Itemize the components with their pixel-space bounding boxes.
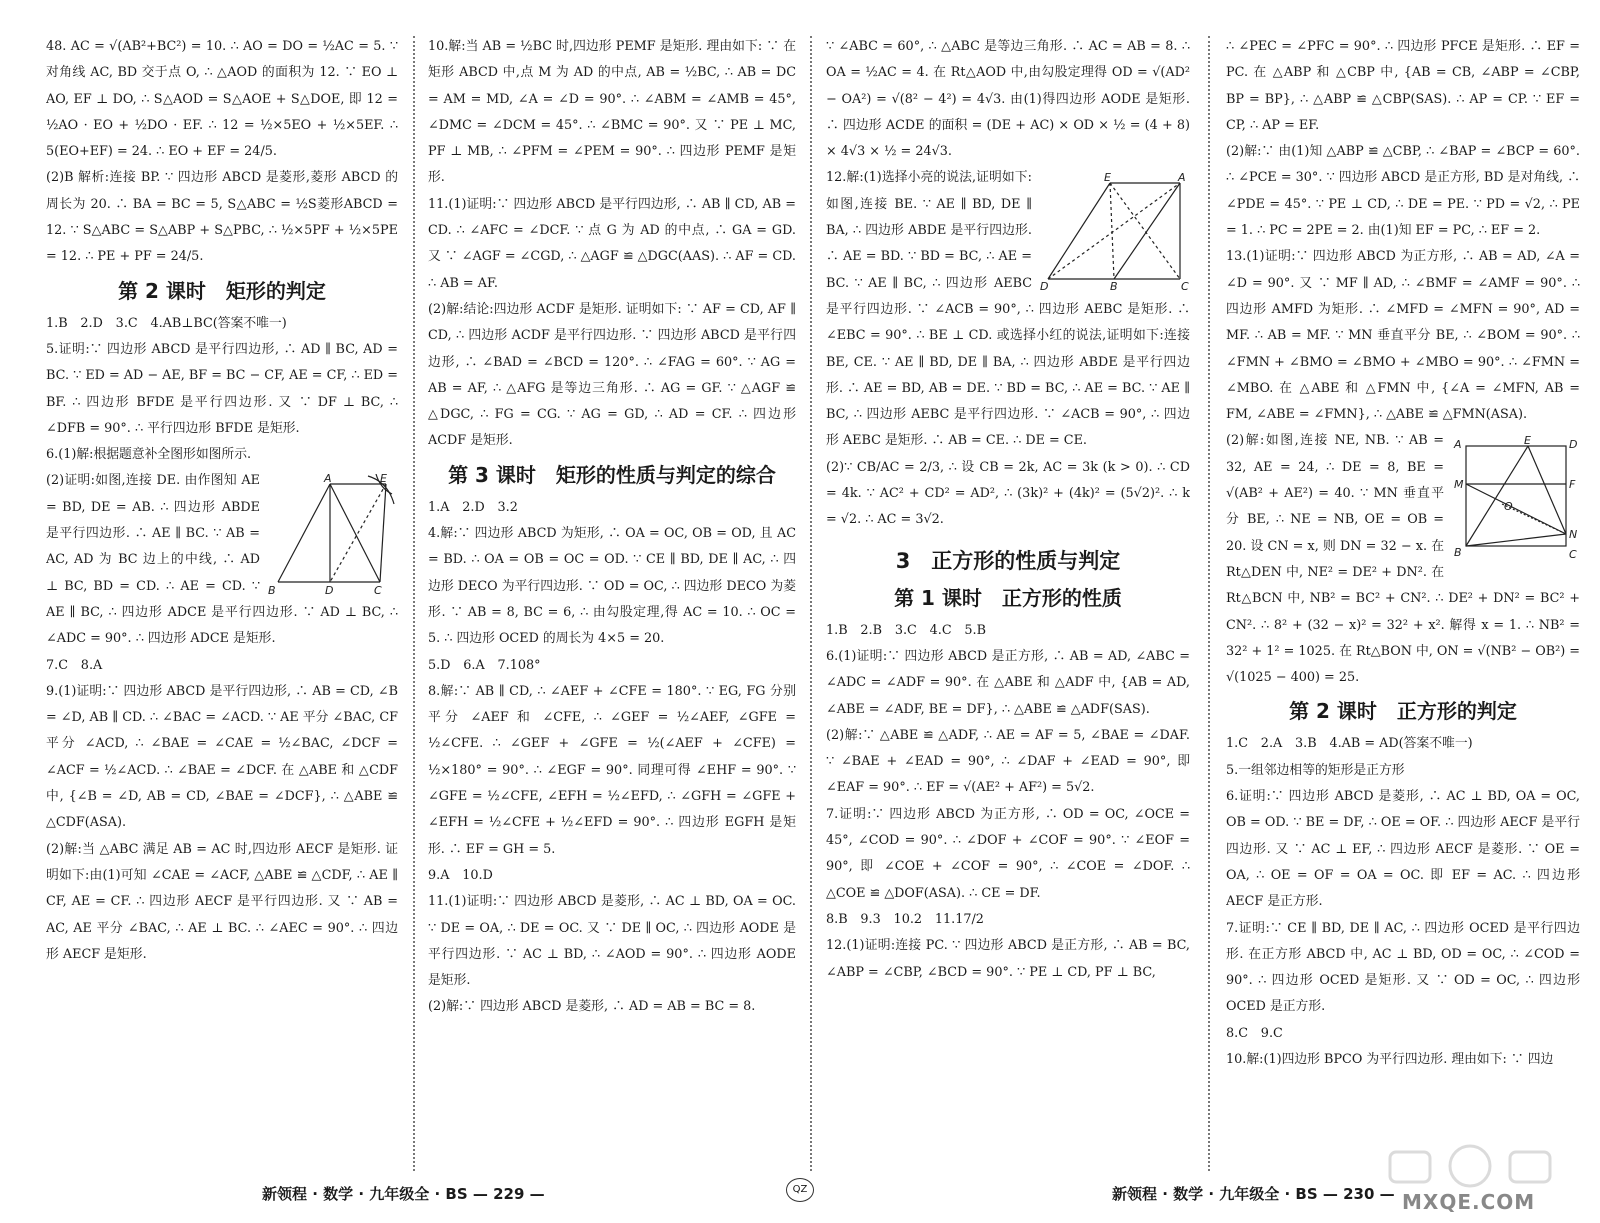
label-e: E	[1104, 171, 1111, 185]
answer-6-part2: (2)解:∵ △ABE ≌ △ADF, ∴ AE = AF = 5, ∠BAE = ∠DAF. ∵ ∠BAE + ∠EAD = 90°, ∴ ∠DAF + ∠EAD = 90°, 即 ∠EAF = 90°. ∴ EF = √(AE² + AF²) = 5√2.	[826, 727, 1190, 796]
answer-10-start: 10.解:(1)四边形 BPCO 为平行四边形. 理由如下: ∵ 四边	[1226, 1051, 1554, 1067]
square-abcd	[1466, 446, 1566, 546]
label-d: D	[1040, 280, 1049, 292]
footer-left: 新领程 · 数学 · 九年级全 · BS — 229 —	[262, 1185, 545, 1203]
answer-5: 5.一组邻边相等的矩形是正方形	[1226, 762, 1405, 778]
answer-12-part2: (2)解:∵ 由(1)知 △ABP ≌ △CBP, ∴ ∠BAP = ∠BCP = 60°. ∴ ∠PCE = 30°. ∵ 四边形 ABCD 是正方形, BD 是对角线, ∴ ∠PDE = 45°. ∵ PE ⊥ CD, ∴ DE = PE. ∵ PD = √2, ∴ PE = 1. ∴ PC = 2PE = 2. 由(1)知 EF = PC, ∴ EF = 2.	[1226, 144, 1580, 239]
answer-8-11: 8.B 9.3 10.2 11.17/2	[826, 911, 984, 927]
answer-11-part1: 11.(1)证明:∵ 四边形 ABCD 是平行四边形, ∴ AB ∥ CD, AB = CD. ∴ ∠AFC = ∠DCF. ∵ 点 G 为 AD 的中点, ∴ GA = GD. 又 ∵ ∠AGF = ∠CGD, ∴ △AGF ≌ △DGC(AAS). ∴ AF = CD. ∴ AB = AF.	[428, 196, 796, 291]
segment-ab	[278, 484, 330, 582]
section-heading-square: 3 正方形的性质与判定	[895, 548, 1121, 573]
label-c: C	[1569, 548, 1577, 562]
label-d: D	[325, 584, 334, 595]
segment-ba	[1114, 183, 1180, 279]
segment-bn	[1466, 534, 1566, 546]
watermark-text: MXQE.COM	[1402, 1190, 1536, 1214]
answer-12-start: 12.(1)证明:连接 PC. ∵ 四边形 ABCD 是正方形, ∴ AB = BC, ∠ABP = ∠CBP, ∠BCD = 90°. ∵ PE ⊥ CD, PF ⊥ BC,	[826, 938, 1190, 980]
footer-right: 新领程 · 数学 · 九年级全 · BS — 230 —	[1112, 1185, 1395, 1203]
segment-de	[1048, 183, 1110, 279]
label-e: E	[1524, 434, 1531, 448]
lesson-heading-square-judgement: 第 2 课时 正方形的判定	[1289, 699, 1517, 724]
figure-parallelogram-abde	[1040, 171, 1190, 291]
answer-10: 10.解:当 AB = ½BC 时,四边形 PEMF 是矩形. 理由如下: ∵ 在矩形 ABCD 中,点 M 为 AD 的中点, AB = ½BC, ∴ AB = DC = AM = MD, ∠A = ∠D = 90°. ∴ ∠ABM = ∠AMB = 45°, ∠DMC = ∠DCM = 45°. ∴ ∠BMC = 90°. 又 ∵ PE ⊥ MC, PF ⊥ MB, ∴ ∠PFM = ∠PEM = 90°. ∴ 四边形 PEMF 是矩形.	[428, 39, 796, 186]
column-4	[1226, 34, 1580, 1164]
answer-4: 4.解:∵ 四边形 ABCD 为矩形, ∴ OA = OC, OB = OD, 且 AC = BD. ∴ OA = OB = OC = OD. ∵ CE ∥ BD, DE ∥ AC, ∴ 四边形 DECO 为平行四边形. ∵ OD = OC, ∴ 四边形 DECO 为菱形. ∵ AB = 8, BC = 6, ∴ 由勾股定理,得 AC = 10. ∴ OC = 5. ∴ 四边形 OCED 的周长为 4×5 = 20.	[428, 526, 796, 647]
answer-13-part1: 13.(1)证明:∵ 四边形 ABCD 为正方形, ∴ AB = AD, ∠A = ∠D = 90°. 又 ∵ MF ∥ AD, ∴ ∠BMF = ∠AMF = 90°. ∴ 四边形 AMFD 为矩形. ∴ ∠MFD = ∠MFN = 90°, AD = MF. ∴ AB = MF. ∵ MN 垂直平分 BE, ∴ ∠BOM = 90°. ∴ ∠FMN + ∠BMO = ∠BMO + ∠MBO = 90°. ∴ ∠FMN = ∠MBO. 在 △ABE 和 △FMN 中, {∠A = ∠MFN, AB = FM, ∠ABE = ∠FMN}, ∴ △ABE ≌ △FMN(ASA).	[1226, 249, 1580, 423]
segment-ac	[330, 484, 380, 582]
answer-1-4: 1.C 2.A 3.B 4.AB = AD(答案不唯一)	[1226, 736, 1473, 752]
center-mark: QZ	[786, 1178, 814, 1202]
answer-8: 8.解:∵ AB ∥ CD, ∴ ∠AEF + ∠CFE = 180°. ∵ EG, FG 分别平分 ∠AEF 和 ∠CFE, ∴ ∠GEF = ½∠AEF, ∠GFE = ½∠CFE. ∴ ∠GEF + ∠GFE = ½(∠AEF + ∠CFE) = ½×180° = 90°. ∴ ∠EGF = 90°. 同理可得 ∠EHF = 90°. ∵ ∠GFE = ½∠CFE, ∠EFH = ½∠EFD, ∴ ∠GFH = ∠GFE + ∠EFH = ½∠CFE + ½∠EFD = 90°. ∴ 四边形 EGFH 是矩形. ∴ EF = GH = 5.	[428, 683, 796, 857]
answer-11b-continued: ∵ ∠ABC = 60°, ∴ △ABC 是等边三角形. ∴ AC = AB = 8. ∴ OA = ½AC = 4. 在 Rt△AOD 中,由勾股定理得 OD = √(AD² − OA²) = √(8² − 4²) = 4√3. 由(1)得四边形 AODE 是矩形. ∴ 四边形 ACDE 的面积 = (DE + AC) × OD × ½ = (4 + 8) × 4√3 × ½ = 24√3.	[826, 39, 1190, 160]
lesson-heading-rectangle-combined: 第 3 课时 矩形的性质与判定的综合	[448, 462, 776, 487]
answer-9-part1: 9.(1)证明:∵ 四边形 ABCD 是平行四边形, ∴ AB = CD, ∠B = ∠D, AB ∥ CD. ∴ ∠BAC = ∠ACD. ∵ AE 平分 ∠BAC, CF 平分 ∠ACD, ∴ ∠BAE = ∠CAE = ½∠BAC, ∠DCF = ∠ACF = ½∠ACD. ∴ ∠BAE = ∠DCF. 在 △ABE 和 △CDF 中, {∠B = ∠D, AB = CD, ∠BAE = ∠DCF}, ∴ △ABE ≌ △CDF(ASA).	[46, 683, 398, 831]
segment-ec	[380, 484, 386, 582]
label-d: D	[1569, 438, 1578, 452]
label-b: B	[1454, 546, 1462, 560]
answer-48-part2: (2)B 解析:连接 BP. ∵ 四边形 ABCD 是菱形,菱形 ABCD 的周长为 20. ∴ BA = BC = 5, S△ABC = ½S菱形ABCD = 12. ∵ S△ABC = S△ABP + S△PBC, ∴ ½×5PF + ½×5PE = 12. ∴ PE + PF = 24/5.	[46, 170, 398, 265]
label-c: C	[1181, 280, 1189, 292]
answer-13-part2: (2)解:如图,连接 NE, NB. ∵ AB = 32, AE = 24, ∴ DE = 8, BE = √(AB² + AE²) = 40. ∵ MN 垂直平分 BE, ∴ NE = NB, OE = OB = 20. 设 CN = x, 则 DN = 32 − x. 在 Rt△DEN 中, NE² = DE² + DN². 在 Rt△BCN 中, NB² = BC² + CN². ∴ DE² + DN² = BC² + CN². ∴ 8² + (32 − x)² = 32² + x². 解得 x = 1. ∴ NB² = 32² + 1² = 1025. 在 Rt△BON 中, ON = √(NB² − OB²) = √(1025 − 400) = 25.	[1226, 433, 1580, 686]
answer-1-4: 1.B 2.D 3.C 4.AB⊥BC(答案不唯一)	[46, 315, 287, 331]
answer-11-part2: (2)解:结论:四边形 ACDF 是矩形. 证明如下: ∵ AF = CD, AF ∥ CD, ∴ 四边形 ACDF 是平行四边形. ∵ 四边形 ABCD 是平行四边形, ∴ ∠BAD = ∠BCD = 120°. ∴ ∠FAG = 60°. ∵ AG = AB = AF, ∴ △AFG 是等边三角形. ∴ AG = GF. ∵ △AGF ≌ △DGC, ∴ FG = CG. ∵ AG = GD, ∴ AD = CF. ∴ 四边形 ACDF 是矩形.	[428, 301, 796, 449]
segment-be	[1466, 446, 1528, 546]
label-b: B	[268, 584, 276, 595]
label-o: O	[1504, 500, 1513, 514]
column-1	[46, 34, 398, 1164]
answer-1-5: 1.B 2.B 3.C 4.C 5.B	[826, 622, 987, 638]
answer-12-part2: (2)∵ CB/AC = 2/3, ∴ 设 CB = 2k, AC = 3k (k > 0). ∴ CD = 4k. ∵ AC² + CD² = AD², ∴ (3k)² + (4k)² = (5√2)². ∴ k = √2. ∴ AC = 3√2.	[826, 459, 1190, 528]
answer-5-7: 5.D 6.A 7.108°	[428, 657, 541, 673]
answer-11b-part2: (2)解:∵ 四边形 ABCD 是菱形, ∴ AD = AB = BC = 8.	[428, 999, 756, 1015]
label-a: A	[1454, 438, 1462, 452]
label-c: C	[374, 584, 382, 595]
segment-da	[1048, 183, 1180, 279]
segment-eb	[1110, 183, 1114, 279]
answer-5: 5.证明:∵ 四边形 ABCD 是平行四边形, ∴ AD ∥ BC, AD = BC. ∵ ED = AD − AE, BF = BC − CF, AE = CF, ∴ ED = BF. ∴ 四边形 BFDE 是平行四边形. 又 ∵ DF ⊥ BC, ∴ ∠DFB = 90°. ∴ 平行四边形 BFDE 是矩形.	[46, 341, 398, 436]
figure-triangle-abc	[268, 474, 398, 594]
answer-8-9: 8.C 9.C	[1226, 1025, 1283, 1041]
answer-7-8: 7.C 8.A	[46, 657, 103, 673]
answer-12-continued: ∴ ∠PEC = ∠PFC = 90°. ∴ 四边形 PFCE 是矩形. ∴ EF = PC. 在 △ABP 和 △CBP 中, {AB = CB, ∠ABP = ∠CBP, BP = BP}, ∴ △ABP ≌ △CBP(SAS). ∴ AP = CP. ∵ EF = CP, ∴ AP = EF.	[1226, 39, 1580, 133]
answer-7: 7.证明:∵ 四边形 ABCD 为正方形, ∴ OD = OC, ∠OCE = 45°, ∠COD = 90°. ∴ ∠DOF + ∠COF = 90°. ∵ ∠EOF = 90°, 即 ∠COE + ∠COF = 90°, ∴ ∠COE = ∠DOF. ∴ △COE ≌ △DOF(ASA). ∴ CE = DF.	[826, 806, 1190, 901]
figure-square-abcd	[1452, 434, 1580, 562]
answer-7: 7.证明:∵ CE ∥ BD, DE ∥ AC, ∴ 四边形 OCED 是平行四边形. 在正方形 ABCD 中, AC ⊥ BD, OD = OC, ∴ ∠COD = 90°. ∴ 四边形 OCED 是矩形. 又 ∵ OD = OC, ∴ 四边形 OCED 是正方形.	[1226, 920, 1580, 1015]
answer-9-part2: (2)解:当 △ABC 满足 AB = AC 时,四边形 AECF 是矩形. 证明如下:由(1)可知 ∠CAE = ∠ACF, △ABE ≌ △CDF, ∴ AE ∥ CF, AE = CF. ∴ 四边形 AECF 是平行四边形. 又 ∵ AB = AC, AE 平分 ∠BAC, ∴ AE ⊥ BC. ∴ ∠AEC = 90°. ∴ 四边形 AECF 是矩形.	[46, 841, 398, 962]
column-3	[826, 34, 1190, 1164]
answer-6-part1: 6.(1)证明:∵ 四边形 ABCD 是正方形, ∴ AB = AD, ∠ABC = ∠ADC = ∠ADF = 90°. 在 △ABE 和 △ADF 中, {AB = AD, ∠ABE = ∠ADF, BE = DF}, ∴ △ABE ≌ △ADF(SAS).	[826, 648, 1190, 717]
label-f: F	[1569, 478, 1576, 492]
label-b: B	[1110, 280, 1118, 292]
answer-6-part2: (2)证明:如图,连接 DE. 由作图知 AE = BD, DE = AB. ∴ 四边形 ABDE 是平行四边形. ∴ AE ∥ BC. ∵ AB = AC, AD 为 BC 边上的中线, ∴ AD ⊥ BC, BD = CD. ∴ AE = CD. ∵ AE ∥ BC, ∴ 四边形 ADCE 是平行四边形. ∵ AD ⊥ BC, ∴ ∠ADC = 90°. ∴ 四边形 ADCE 是矩形.	[46, 473, 398, 647]
column-divider	[413, 36, 415, 1171]
answer-9-10: 9.A 10.D	[428, 867, 493, 883]
label-e: E	[380, 474, 387, 486]
column-divider	[1208, 36, 1210, 1171]
answer-1-3: 1.A 2.D 3.2	[428, 499, 518, 515]
label-a: A	[1178, 171, 1186, 185]
answer-11b-part1: 11.(1)证明:∵ 四边形 ABCD 是菱形, ∴ AC ⊥ BD, OA = OC. ∵ DE = OA, ∴ DE = OC. 又 ∵ DE ∥ OC, ∴ 四边形 AODE 是平行四边形. ∵ AC ⊥ BD, ∴ ∠AOD = 90°. ∴ 四边形 AODE 是矩形.	[428, 894, 796, 989]
answer-12: 12.解:(1)选择小亮的说法,证明如下:如图,连接 BE. ∵ AE ∥ BD, DE ∥ BA, ∴ 四边形 ABDE 是平行四边形. ∴ AE = BD. ∵ BD = BC, ∴ AE = BC. ∵ AE ∥ BC, ∴ 四边形 AEBC 是平行四边形. ∵ ∠ACB = 90°, ∴ 四边形 AEBC 是矩形. ∴ ∠EBC = 90°. ∴ BE ⊥ CD. 或选择小红的说法,证明如下:连接 BE, CE. ∵ AE ∥ BD, DE ∥ BA, ∴ 四边形 ABDE 是平行四边形. ∴ AE = BD, AB = DE. ∵ BD = BC, ∴ AE = BC. ∵ AE ∥ BC, ∴ 四边形 AEBC 是平行四边形. ∵ ∠ACB = 90°, ∴ 四边形 AEBC 是矩形. ∴ AB = CE. ∴ DE = CE.	[826, 170, 1190, 449]
column-2	[428, 34, 796, 1164]
answer-6-part1: 6.(1)解:根据题意补全图形如图所示.	[46, 447, 252, 463]
segment-de	[330, 484, 386, 582]
lesson-heading-square-property: 第 1 课时 正方形的性质	[894, 585, 1122, 610]
lesson-heading-rectangle-judgement: 第 2 课时 矩形的判定	[118, 278, 326, 303]
answer-48: 48. AC = √(AB²+BC²) = 10. ∴ AO = DO = ½AC = 5. ∵ 对角线 AC, BD 交于点 O, ∴ △AOD 的面积为 12. ∵ EO ⊥ AO, EF ⊥ DO, ∴ S△AOD = S△AOE + S△DOE, 即 12 = ½AO · EO + ½DO · EF. ∴ 12 = ½×5EO + ½×5EF. ∴ 5(EO+EF) = 24. ∴ EO + EF = 24/5.	[46, 39, 398, 160]
label-m: M	[1454, 478, 1464, 492]
answer-6: 6.证明:∵ 四边形 ABCD 是菱形, ∴ AC ⊥ BD, OA = OC, OB = OD. ∵ BE = DF, ∴ OE = OF. ∴ 四边形 AECF 是平行四边形. 又 ∵ AC ⊥ EF, ∴ 四边形 AECF 是菱形. ∵ OE = OA, ∴ OE = OF = OA = OC. 即 EF = AC. ∴ 四边形 AECF 是正方形.	[1226, 789, 1580, 910]
column-divider	[810, 36, 812, 1171]
label-n: N	[1569, 528, 1578, 542]
segment-en	[1528, 446, 1566, 534]
label-a: A	[324, 474, 332, 486]
